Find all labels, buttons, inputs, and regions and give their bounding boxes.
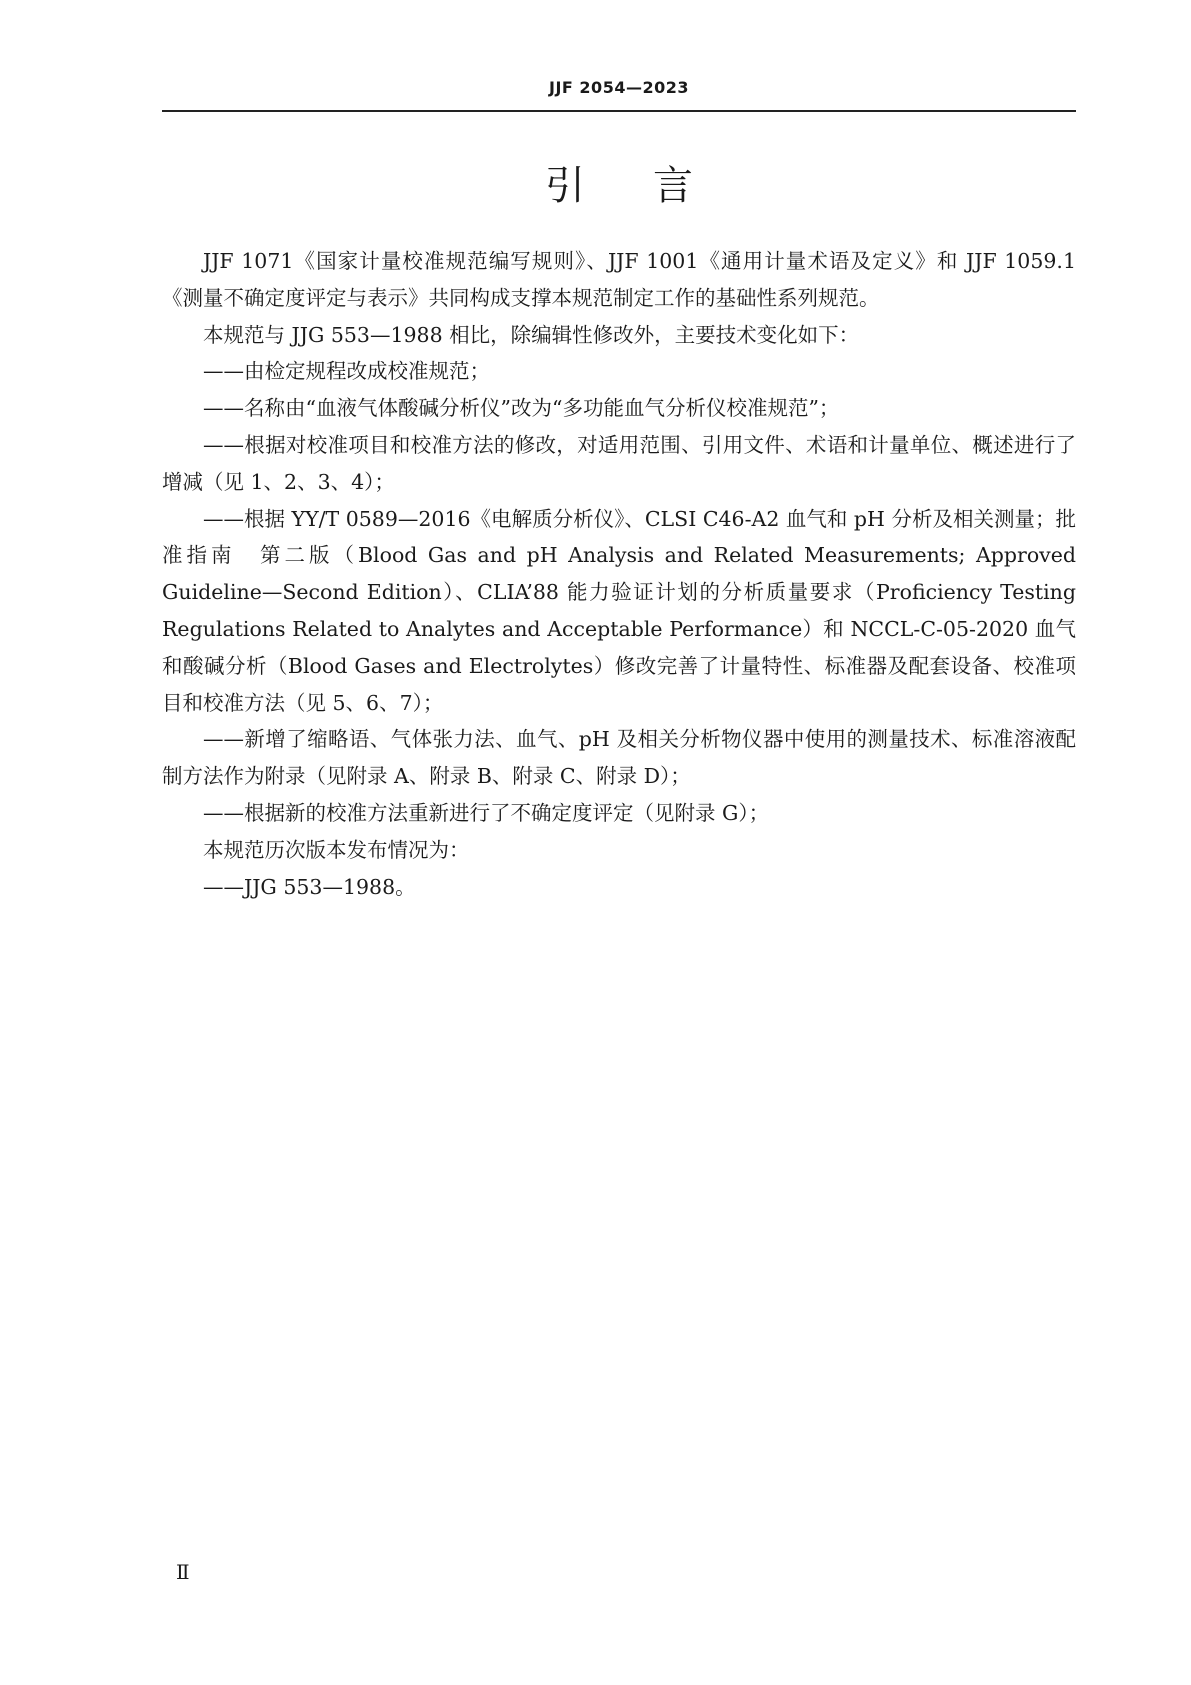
introduction-body [162,243,1076,905]
paragraph-changes-intro: 本规范与 JJG 553—1988 相比，除编辑性修改外，主要技术变化如下： [203,322,860,347]
change-item-5: ——新增了缩略语、气体张力法、血气、pH 及相关分析物仪器中使用的测量技术、标准溶液配制方法作为附录（见附录 A、附录 B、附录 C、附录 D）； [162,727,1076,789]
section-title: 引言 [545,163,761,209]
change-item-1: ——由检定规程改成校准规范； [203,359,490,384]
change-item-2: ——名称由“血液气体酸碱分析仪”改为“多功能血气分析仪校准规范”； [203,396,840,421]
change-item-4: ——根据 YY/T 0589—2016《电解质分析仪》、CLSI C46-A2 血气和 pH 分析及相关测量；批准指南 第二版（Blood Gas and pH Analysis and Related Measurements; Approved Guideline—Second Edition）、CLIA’88 能力验证计划的分析质量要求（Proficiency Testing Regulations Related to Analytes and Acceptable Performance）和 NCCL-C-05-2020 血气和酸碱分析（Blood Gases and Electrolytes）修改完善了计量特性、标准器及配套设备、校准项目和校准方法（见 5、6、7）； [162,506,1076,715]
paragraph-version-history: 本规范历次版本发布情况为： [203,837,470,862]
page-number: Ⅱ [176,1560,190,1584]
document-code-header: JJF 2054—2023 [549,78,689,97]
paragraph-foundation-specs: JJF 1071《国家计量校准规范编写规则》、JJF 1001《通用计量术语及定义》和 JJF 1059.1《测量不确定度评定与表示》共同构成支撑本规范制定工作的基础性系列规范。 [162,249,1076,310]
header-rule [162,110,1076,112]
version-history-item: ——JJG 553—1988。 [203,874,416,899]
change-item-3: ——根据对校准项目和校准方法的修改，对适用范围、引用文件、术语和计量单位、概述进行了增减（见 1、2、3、4）； [162,432,1076,494]
change-item-6: ——根据新的校准方法重新进行了不确定度评定（见附录 G）； [203,800,770,825]
